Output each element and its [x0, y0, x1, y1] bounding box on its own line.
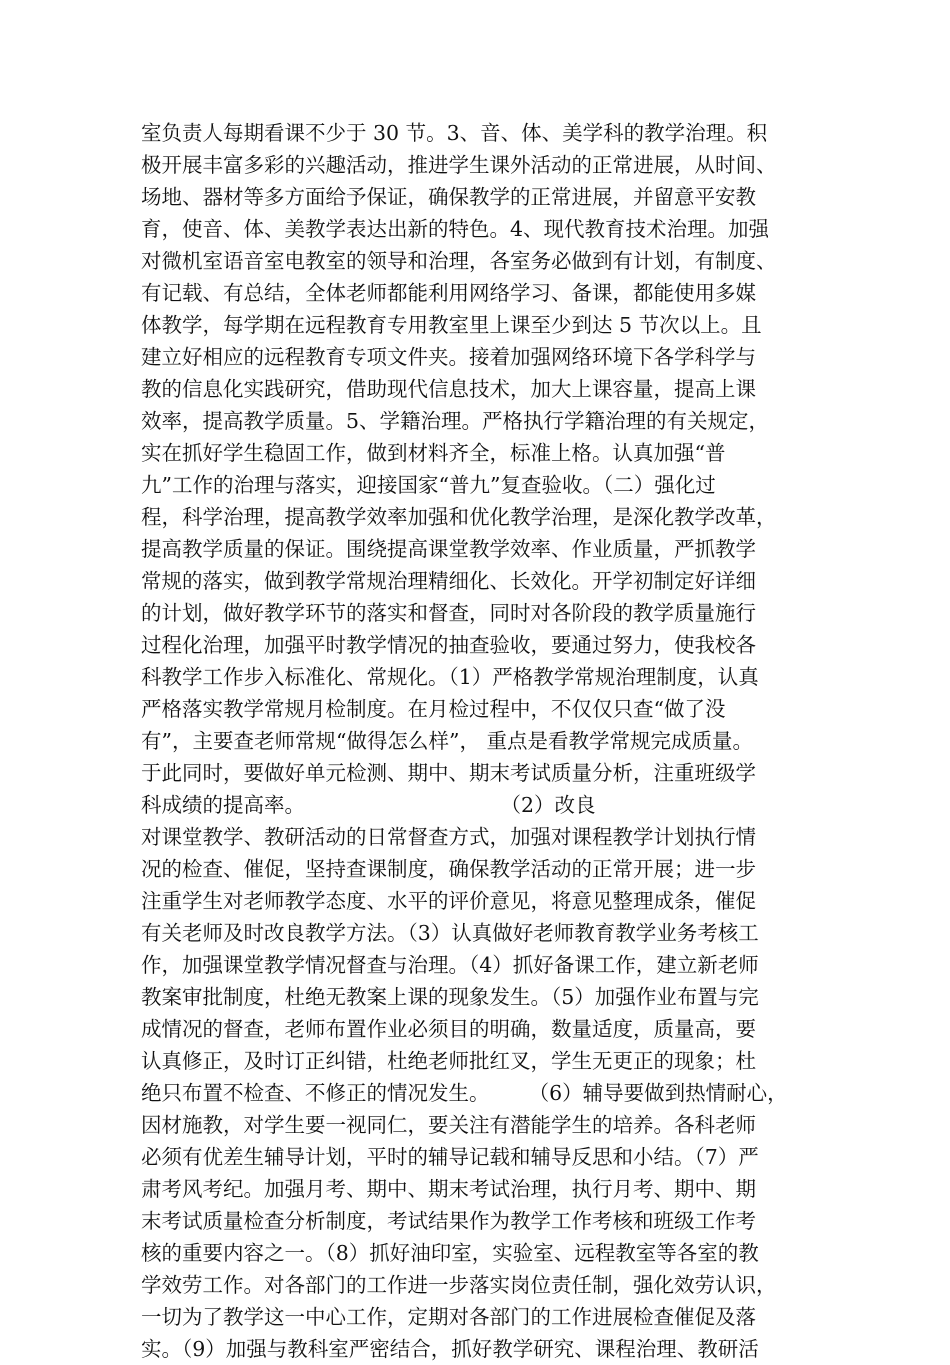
text-line: 核的重要内容之一。（8）抓好油印室，实验室、远程教室等各室的教 [141, 1241, 759, 1265]
text-line: 提高教学质量的保证。围绕提高课堂教学效率、作业质量，严抓教学 [141, 537, 756, 561]
body-text [141, 117, 825, 1365]
text-line: 肃考风考纪。加强月考、期中、期末考试治理，执行月考、期中、期 [141, 1177, 756, 1201]
text-line: 实在抓好学生稳固工作，做到材料齐全，标准上格。认真加强“普 [141, 441, 726, 465]
text-line: 室负责人每期看课不少于 30 节。3、音、体、美学科的教学治理。积 [141, 121, 768, 145]
text-line: 有关老师及时改良教学方法。（3）认真做好老师教育教学业务考核工 [141, 921, 759, 945]
text-line: 作，加强课堂教学情况督查与治理。（4）抓好备课工作，建立新老师 [141, 953, 759, 977]
text-line: 教的信息化实践研究，借助现代信息技术，加大上课容量，提高上课 [141, 377, 756, 401]
text-line: 科成绩的提高率。 （2）改良 [141, 793, 596, 817]
text-line: 有”，主要查老师常规“做得怎么样”， 重点是看教学常规完成质量。 [141, 729, 753, 753]
text-line: 学效劳工作。对各部门的工作进一步落实岗位责任制，强化效劳认识， [141, 1273, 777, 1297]
text-line: 场地、器材等多方面给予保证，确保教学的正常进展，并留意平安教 [141, 185, 756, 209]
text-line: 九”工作的治理与落实，迎接国家“普九”复查验收。（二）强化过 [141, 473, 716, 497]
text-line: 极开展丰富多彩的兴趣活动，推进学生课外活动的正常进展，从时间、 [141, 153, 777, 177]
text-line: 绝只布置不检查、不修正的情况发生。 （6）辅导要做到热情耐心， [141, 1081, 788, 1105]
text-line: 必须有优差生辅导计划，平时的辅导记载和辅导反思和小结。（7）严 [141, 1145, 759, 1169]
text-line: 严格落实教学常规月检制度。在月检过程中，不仅仅只查“做了没 [141, 697, 726, 721]
text-line: 于此同时，要做好单元检测、期中、期末考试质量分析，注重班级学 [141, 761, 756, 785]
text-line: 科教学工作步入标准化、常规化。（1）严格教学常规治理制度，认真 [141, 665, 759, 689]
text-line: 体教学，每学期在远程教育专用教室里上课至少到达 5 节次以上。且 [141, 313, 762, 337]
text-line: 教案审批制度，杜绝无教案上课的现象发生。（5）加强作业布置与完 [141, 985, 759, 1009]
text-line: 因材施教，对学生要一视同仁，要关注有潜能学生的培养。各科老师 [141, 1113, 756, 1137]
text-line: 常规的落实，做到教学常规治理精细化、长效化。开学初制定好详细 [141, 569, 756, 593]
text-line: 况的检查、催促，坚持查课制度，确保教学活动的正常开展；进一步 [141, 857, 756, 881]
text-line: 有记载、有总结，全体老师都能利用网络学习、备课，都能使用多媒 [141, 281, 756, 305]
text-line: 效率，提高教学质量。5、学籍治理。严格执行学籍治理的有关规定， [141, 409, 770, 433]
text-line: 一切为了教学这一中心工作，定期对各部门的工作进展检查催促及落 [141, 1305, 756, 1329]
text-line: 对课堂教学、教研活动的日常督查方式，加强对课程教学计划执行情 [141, 825, 756, 849]
text-line: 实。（9）加强与教科室严密结合，抓好教学研究、课程治理、教研活 [141, 1337, 759, 1361]
text-line: 注重学生对老师教学态度、水平的评价意见，将意见整理成条，催促 [141, 889, 756, 913]
text-line: 程，科学治理，提高教学效率加强和优化教学治理，是深化教学改革， [141, 505, 777, 529]
text-line: 建立好相应的远程教育专项文件夹。接着加强网络环境下各学科学与 [141, 345, 756, 369]
text-line: 末考试质量检查分析制度，考试结果作为教学工作考核和班级工作考 [141, 1209, 756, 1233]
text-line: 育，使音、体、美教学表达出新的特色。4、现代教育技术治理。加强 [141, 217, 770, 241]
text-line: 成情况的督查，老师布置作业必须目的明确，数量适度，质量高，要 [141, 1017, 756, 1041]
text-line: 对微机室语音室电教室的领导和治理，各室务必做到有计划，有制度、 [141, 249, 777, 273]
text-line: 的计划，做好教学环节的落实和督查，同时对各阶段的教学质量施行 [141, 601, 756, 625]
text-line: 认真修正，及时订正纠错，杜绝老师批红叉，学生无更正的现象；杜 [141, 1049, 756, 1073]
text-line: 过程化治理，加强平时教学情况的抽查验收，要通过努力，使我校各 [141, 633, 756, 657]
